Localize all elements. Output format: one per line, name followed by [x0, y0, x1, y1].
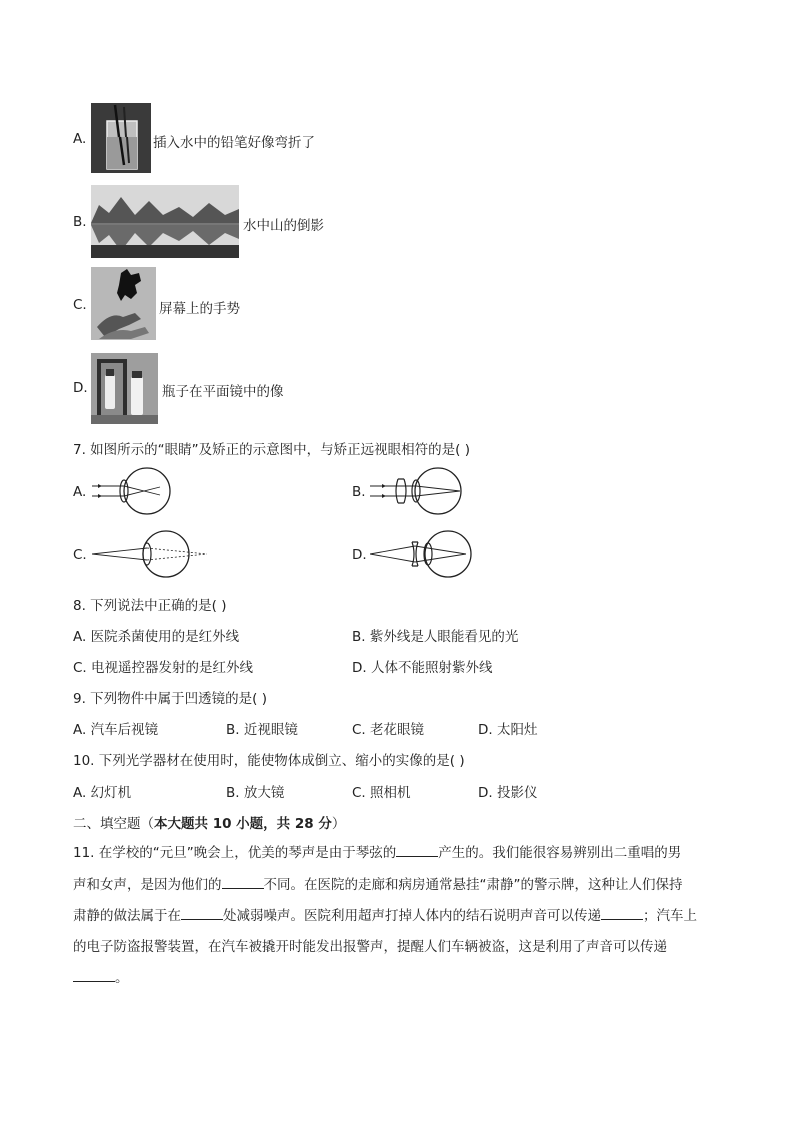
q11-blank-5[interactable]	[73, 968, 115, 982]
q9-option-d[interactable]: D. 太阳灶	[478, 722, 538, 738]
eye-diagram-c	[92, 529, 212, 579]
q11-text-2b: 不同。在医院的走廊和病房通常悬挂“肃静”的警示牌，这种让人们保持	[263, 877, 683, 893]
q6-option-a-text: 插入水中的铅笔好像弯折了	[153, 135, 315, 151]
eye-diagram-b	[370, 466, 465, 516]
q11-line-1	[73, 843, 733, 863]
q11-text-4: 的电子防盗报警装置，在汽车被撬开时能发出报警声，提醒人们车辆被盗，这是利用了声音可以传递	[73, 939, 667, 955]
q6-option-d-text: 瓶子在平面镜中的像	[162, 384, 284, 400]
hand-shadow-photo	[91, 267, 156, 340]
q11-text-1a: 11. 在学校的“元旦”晚会上，优美的琴声是由于琴弦的	[73, 845, 397, 861]
q7-option-d-letter[interactable]: D.	[352, 547, 367, 563]
q11-text-2a: 声和女声，是因为他们的	[73, 877, 222, 893]
eye-diagram-a	[92, 466, 182, 516]
section-2-prefix: 二、填空题（	[73, 816, 154, 832]
q11-blank-1[interactable]	[396, 843, 438, 857]
mountain-reflection-photo	[91, 185, 239, 258]
q6-option-d-letter[interactable]: D.	[73, 380, 88, 396]
q11-text-5: 。	[115, 970, 129, 986]
section-2-heading	[73, 812, 345, 832]
q11-blank-2[interactable]	[222, 875, 264, 889]
q11-blank-4[interactable]	[601, 906, 643, 920]
section-2-info: 本大题共 10 小题，共 28 分	[154, 816, 332, 832]
q10-stem: 10. 下列光学器材在使用时，能使物体成倒立、缩小的实像的是( )	[73, 753, 465, 769]
q8-option-a[interactable]: A. 医院杀菌使用的是红外线	[73, 629, 240, 645]
q9-option-a[interactable]: A. 汽车后视镜	[73, 722, 159, 738]
bottle-mirror-photo	[91, 353, 158, 424]
q6-option-c-letter[interactable]: C.	[73, 297, 87, 313]
q11-text-1b: 产生的。我们能很容易辨别出二重唱的男	[438, 845, 682, 861]
section-2-suffix: ）	[331, 816, 346, 832]
q6-option-a-letter[interactable]: A.	[73, 131, 87, 147]
q11-text-3a: 肃静的做法属于在	[73, 908, 181, 924]
q9-stem: 9. 下列物件中属于凹透镜的是( )	[73, 691, 267, 707]
q7-option-a-letter[interactable]: A.	[73, 484, 87, 500]
q6-option-b-text: 水中山的倒影	[243, 218, 324, 234]
q8-option-c[interactable]: C. 电视遥控器发射的是红外线	[73, 660, 254, 676]
q11-line-4	[73, 937, 733, 957]
q11-blank-3[interactable]	[181, 906, 223, 920]
q10-option-d[interactable]: D. 投影仪	[478, 785, 538, 801]
q7-option-c-letter[interactable]: C.	[73, 547, 87, 563]
q10-option-b[interactable]: B. 放大镜	[226, 785, 285, 801]
q11-text-3b: 处减弱噪声。医院利用超声打掉人体内的结石说明声音可以传递	[223, 908, 601, 924]
q9-option-b[interactable]: B. 近视眼镜	[226, 722, 298, 738]
pencil-in-water-photo	[91, 103, 151, 173]
q11-line-2	[73, 875, 733, 895]
q11-line-3	[73, 906, 733, 926]
q11-text-3c: ；汽车上	[643, 908, 697, 924]
q8-option-d[interactable]: D. 人体不能照射紫外线	[352, 660, 493, 676]
q7-option-b-letter[interactable]: B.	[352, 484, 366, 500]
q8-option-b[interactable]: B. 紫外线是人眼能看见的光	[352, 629, 519, 645]
q10-option-c[interactable]: C. 照相机	[352, 785, 411, 801]
q9-option-c[interactable]: C. 老花眼镜	[352, 722, 425, 738]
eye-diagram-d	[370, 529, 475, 579]
q10-option-a[interactable]: A. 幻灯机	[73, 785, 132, 801]
q8-stem: 8. 下列说法中正确的是( )	[73, 598, 227, 614]
q6-option-b-letter[interactable]: B.	[73, 214, 87, 230]
q11-line-5	[73, 968, 733, 988]
q6-option-c-text: 屏幕上的手势	[159, 301, 240, 317]
q7-stem: 7. 如图所示的“眼睛”及矫正的示意图中，与矫正远视眼相符的是( )	[73, 442, 470, 458]
